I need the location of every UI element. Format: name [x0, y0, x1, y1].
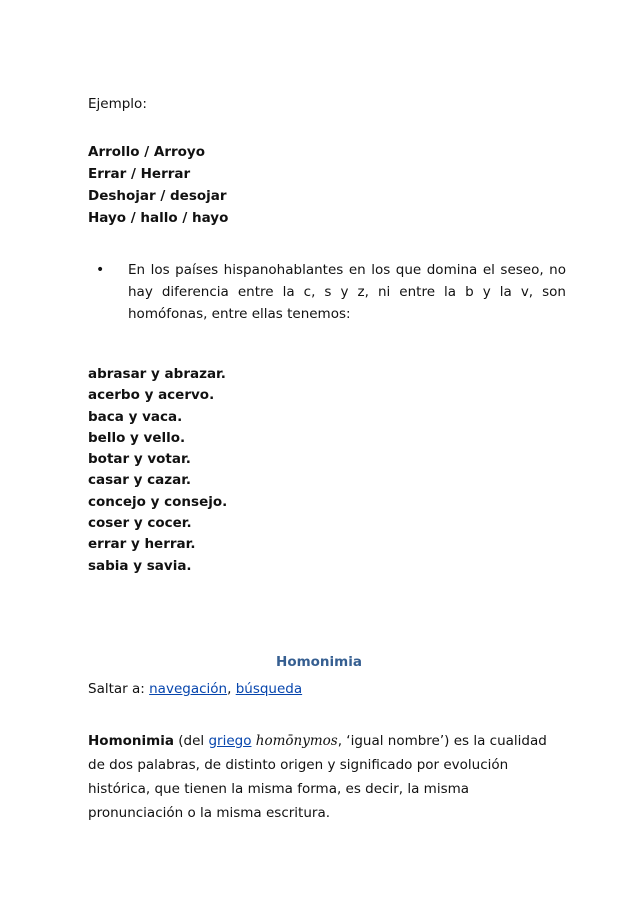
bullet-item: [96, 259, 566, 325]
example-item: Hayo / hallo / hayo: [88, 210, 229, 226]
pair-item: casar y cazar.: [88, 472, 192, 489]
example-item: Deshojar / desojar: [88, 188, 227, 204]
examples-list: [88, 141, 228, 229]
pair-item: sabia y savia.: [88, 557, 192, 574]
search-link[interactable]: búsqueda: [235, 681, 303, 697]
definition-text: (del: [173, 732, 209, 749]
pair-item: bello y vello.: [88, 429, 186, 446]
pair-item: baca y vaca.: [88, 408, 183, 425]
pair-item: coser y cocer.: [88, 515, 192, 532]
jump-separator: ,: [227, 681, 236, 697]
pair-item: errar y herrar.: [88, 536, 196, 553]
example-item: Errar / Herrar: [88, 166, 191, 182]
definition-term: Homonimia: [88, 732, 174, 749]
bullet-text: En los países hispanohablantes en los que domina el seseo, no hay diferencia entre la c, s y z, ni entre la b y la v, son homófonas, entre ellas tenemos:: [128, 262, 566, 322]
example-item: Arrollo / Arroyo: [88, 144, 206, 160]
jump-to-line: [88, 678, 302, 700]
definition-text: , ‘igual nombre’) es la cualidad de dos palabras, de distinto origen y significado por evolución histórica, que tienen la misma forma, es decir, la misma pronunciación o la misma escritura.: [88, 732, 547, 821]
pair-item: concejo y consejo.: [88, 493, 228, 510]
greek-link[interactable]: griego: [208, 732, 252, 749]
pair-item: acerbo y acervo.: [88, 387, 215, 404]
bullet-icon: •: [96, 262, 105, 278]
navigation-link[interactable]: navegación: [149, 681, 228, 697]
pair-item: botar y votar.: [88, 451, 191, 468]
pair-item: abrasar y abrazar.: [88, 366, 226, 382]
homophone-pairs-list: [88, 364, 227, 577]
section-heading: Homonimia: [276, 654, 362, 670]
intro-label: Ejemplo:: [88, 96, 147, 112]
etymology-word: homōnymos: [255, 732, 338, 749]
definition-paragraph: [88, 729, 558, 825]
jump-prefix: Saltar a:: [88, 681, 150, 697]
